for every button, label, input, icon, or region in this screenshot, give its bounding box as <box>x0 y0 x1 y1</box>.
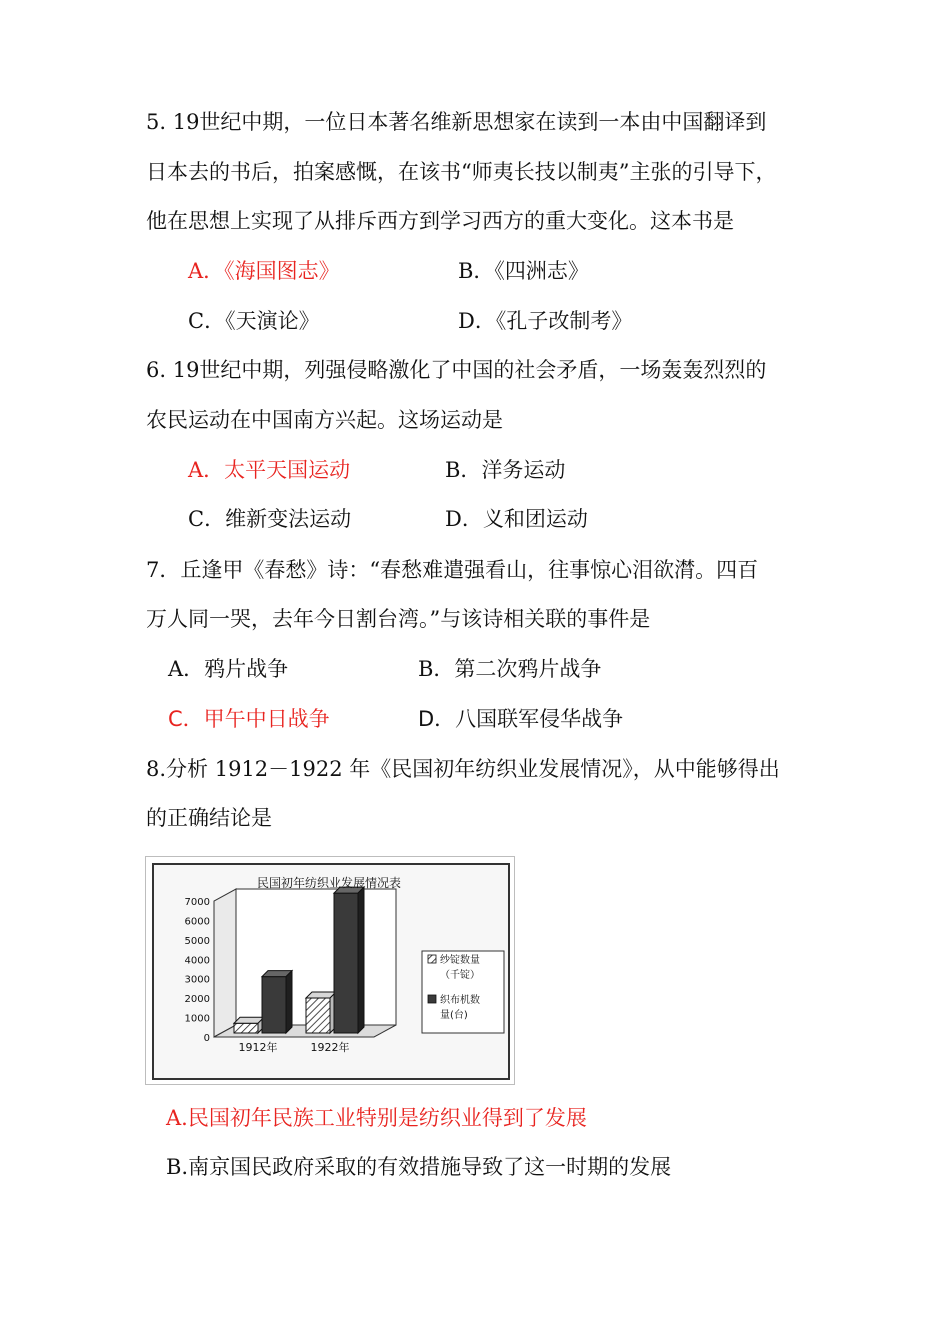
q7-line-1: 7．丘逢甲《春愁》诗：“春愁难遣强看山，往事惊心泪欲潸。四百 <box>146 558 759 582</box>
bar <box>334 893 358 1033</box>
q7-option-b: B．第二次鸦片战争 <box>418 657 602 681</box>
q5-line-2: 日本去的书后，拍案感慨，在该书“师夷长技以制夷”主张的引导下， <box>146 160 777 184</box>
chart-side-wall <box>214 889 236 1037</box>
y-tick-label: 4000 <box>184 955 210 967</box>
x-category-label: 1922年 <box>310 1041 350 1054</box>
textile-chart <box>154 865 508 1078</box>
q7-option-a: A．鸦片战争 <box>168 657 289 681</box>
q6-option-d: D．义和团运动 <box>445 507 588 531</box>
q5-line-3: 他在思想上实现了从排斥西方到学习西方的重大变化。这本书是 <box>146 209 734 233</box>
y-tick-label: 2000 <box>184 994 210 1006</box>
y-tick-label: 7000 <box>184 897 210 908</box>
q8-option-b: B.南京国民政府采取的有效措施导致了这一时期的发展 <box>166 1155 672 1179</box>
bar <box>262 977 286 1033</box>
q6-line-1: 6. 19世纪中期，列强侵略激化了中国的社会矛盾，一场轰轰烈烈的 <box>146 358 767 382</box>
q5-line-1: 5. 19世纪中期，一位日本著名维新思想家在读到一本由中国翻译到 <box>146 110 767 134</box>
chart-frame <box>152 863 510 1080</box>
chart-figure <box>145 856 515 1085</box>
q7-option-d: D．八国联军侵华战争 <box>418 707 624 731</box>
q7-option-c: C．甲午中日战争 <box>168 707 330 731</box>
bar <box>306 998 330 1033</box>
q6-option-b: B．洋务运动 <box>445 458 566 482</box>
legend-label: （千锭） <box>440 970 480 981</box>
y-tick-label: 1000 <box>184 1013 210 1025</box>
q6-option-c: C．维新变法运动 <box>188 507 352 531</box>
y-tick-label: 3000 <box>184 974 210 986</box>
q5-option-a: A．《海国图志》 <box>188 259 340 283</box>
q8-line-1: 8.分析 1912－1922 年《民国初年纺织业发展情况》，从中能够得出 <box>146 757 780 781</box>
bar <box>234 1023 258 1033</box>
q6-line-2: 农民运动在中国南方兴起。这场运动是 <box>146 408 503 432</box>
y-tick-label: 0 <box>203 1033 210 1044</box>
bar-side <box>286 971 292 1033</box>
q5-option-b: B．《四洲志》 <box>458 259 589 283</box>
bar-side <box>358 887 364 1033</box>
y-tick-label: 6000 <box>184 916 210 928</box>
q5-option-d: D．《孔子改制考》 <box>458 309 633 333</box>
legend-label: 织布机数 <box>440 995 480 1006</box>
chart-title: 民国初年纺织业发展情况表 <box>256 876 402 890</box>
q5-option-c: C．《天演论》 <box>188 309 320 333</box>
x-category-label: 1912年 <box>238 1041 278 1054</box>
legend-swatch <box>428 995 436 1003</box>
y-tick-label: 5000 <box>184 935 210 947</box>
legend-label: 纱锭数量 <box>440 955 480 966</box>
legend-label: 量(台) <box>440 1010 468 1021</box>
q7-line-2: 万人同一哭，去年今日割台湾。”与该诗相关联的事件是 <box>146 607 651 631</box>
legend-swatch <box>428 955 436 963</box>
q6-option-a: A．太平天国运动 <box>188 458 351 482</box>
q8-option-a: A.民国初年民族工业特别是纺织业得到了发展 <box>166 1106 587 1130</box>
q8-line-2: 的正确结论是 <box>146 806 272 830</box>
